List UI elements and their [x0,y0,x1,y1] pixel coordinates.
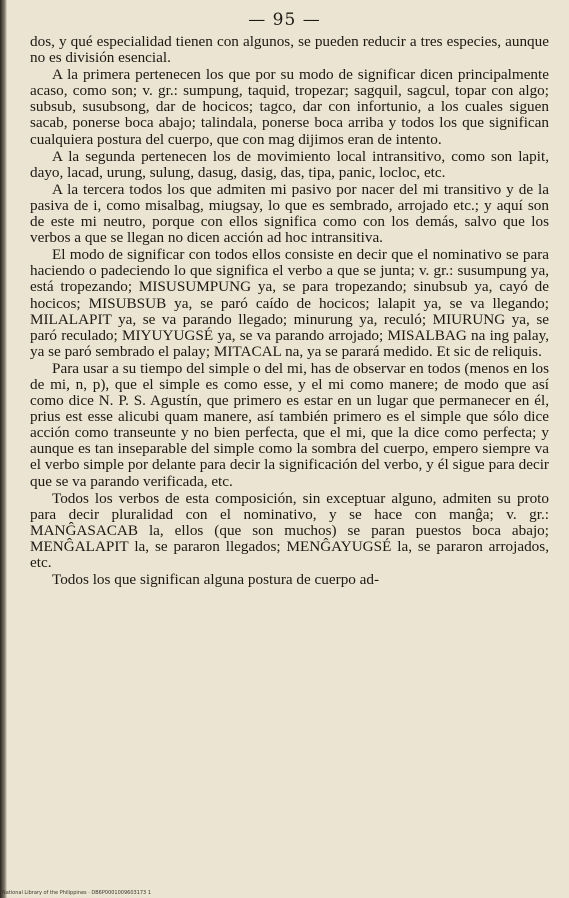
library-footer: National Library of the Philippines · DB6P0001009603173 1 [2,890,152,896]
paragraph-5: El modo de significar con todos ellos consiste en decir que el nominativo se para haciendo o padeciendo lo que significa el verbo a que se junta; v. gr.: susumpung ya, está tropezando; MISUSUMPUNG ya, se para tropezando; sinubsub ya, cayó de hocicos; MISUBSUB ya, se paró caído de hocicos; lalapit ya, se va llegando; MILALAPIT ya, se va parando llegado; minurung ya, reculó; MIURUNG ya, se paró reculado; MIYUYUGSÉ ya, se va parando arrojado; MISALBAG na ing palay, ya se paró sembrado el palay; MITACAL na, ya se parará medido. Et sic de reliquis. [30,246,549,360]
binding-edge [0,0,7,898]
paragraph-7: Todos los verbos de esta composición, sin exceptuar alguno, admiten su proto para decir pluralidad con el nominativo, y se hace con manĝa; v. gr.: MANĜASACAB la, ellos (que son muchos) se paran puestos boca abajo; MENĜALAPIT la, se pararon llegados; MENĜAYUGSÉ la, se pararon arrojados, etc. [30,489,549,571]
paragraph-4: A la tercera todos los que admiten mi pasivo por nacer del mi transitivo y de la pasiva de i, como misalbag, miugsay, lo que es sembrado, arrojado etc.; y aquí son de este mi neutro, porque con ellos significa como con los demás, salvo que los verbos a que se llegan no dicen acción ad hoc intransitiva. [30,180,549,247]
page-number: — 95 — [248,10,321,30]
paragraph-6: Para usar a su tiempo del simple o del mi, has de observar en todos (menos en los de mi, n, p), que el simple es como esse, y el mi como manere; de modo que así como dice N. P. S. Agustín, que primero es estar en un lugar que permanecer en él, prius est esse alicubi quam manere, así también primero es el simple que sólo dice acción como transeunte y no bien perfecta, que el mi, que la dice como perfecta; y aunque es tan inseparable del simple como la sombra del cuerpo, empero siempre va el verbo simple por delante para decir la significación del verbo, y él sigue para decir que se va parando verificada, etc. [30,359,549,490]
body-text [30,34,549,589]
paragraph-8: Todos los que significan alguna postura de cuerpo ad- [52,571,380,589]
paragraph-2: A la primera pertenecen los que por su modo de significar dicen principalmente acaso, como son; v. gr.: sumpung, taquid, tropezar; sagquil, sagcul, topar con algo; subsub, susubsong, dar de hocicos; tagco, dar con infortunio, a los cuales siguen sacab, ponerse boca abajo; talindala, ponerse boca arriba y todos los que significan cualquiera postura del cuerpo, que con mag dijimos eran de intento. [30,66,549,148]
paragraph-3: A la segunda pertenecen los de movimiento local intransitivo, como son lapit, dayo, lacad, urung, sulung, dasug, dasig, das, tipa, panic, locloc, etc. [30,147,549,181]
paragraph-1: dos, y qué especialidad tienen con algunos, se pueden reducir a tres especies, aunque no es división esencial. [30,33,549,67]
